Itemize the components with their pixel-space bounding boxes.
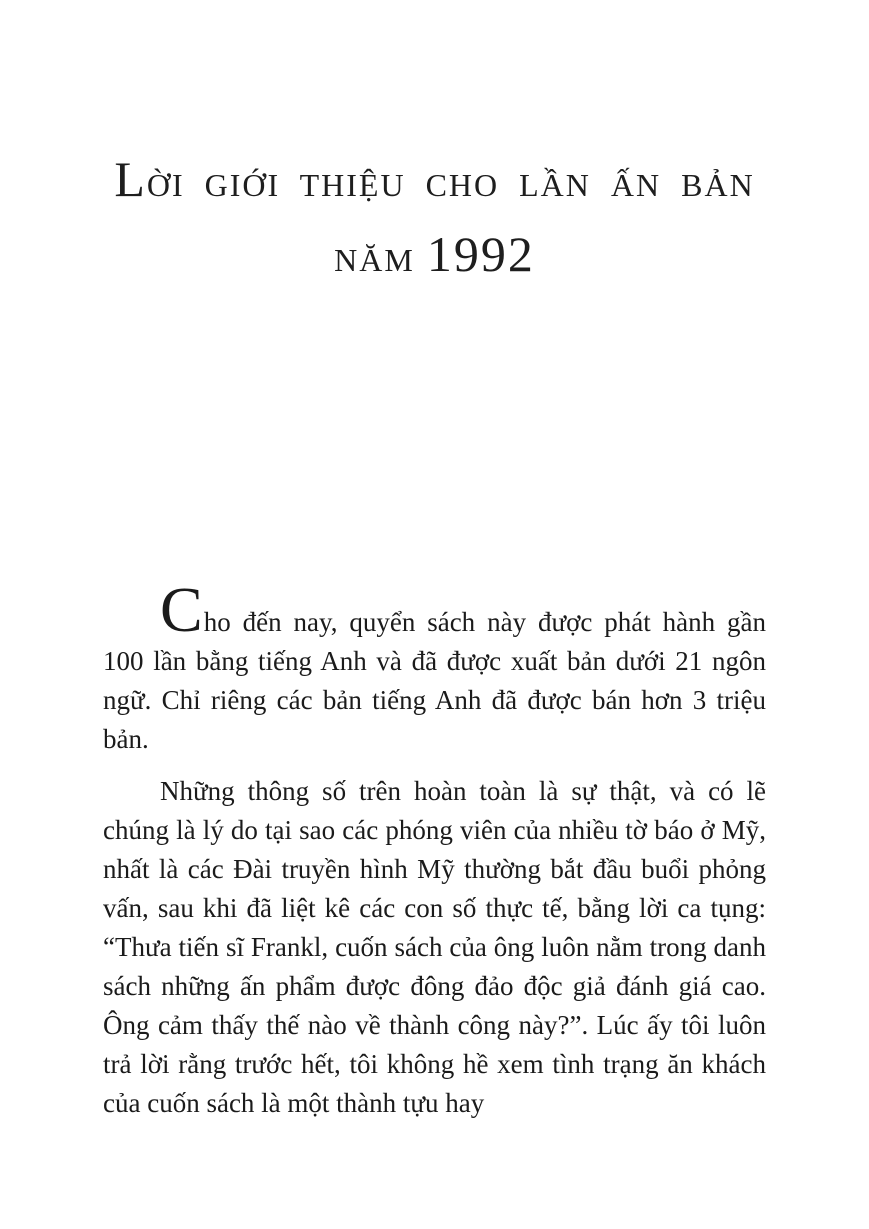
title-initial-letter: L <box>114 151 147 207</box>
title-year: 1992 <box>426 226 535 282</box>
title-line2-text: NĂM <box>334 242 415 278</box>
title-line1-text: ỜI GIỚI THIỆU CHO LẦN ẤN BẢN <box>146 167 755 203</box>
body-text <box>103 574 766 1136</box>
paragraph-text: Những thông số trên hoàn toàn là sự thật, và có lẽ chúng là lý do tại sao các phóng viên của nhiều tờ báo ở Mỹ, nhất là các Đài truyền hình Mỹ thường bắt đầu buổi phỏng vấn, sau khi đã liệt kê các con số thực tế, bằng lời ca tụng: “Thưa tiến sĩ Frankl, cuốn sách của ông luôn nằm trong danh sách những ấn phẩm được đông đảo độc giả đánh giá cao. Ông cảm thấy thế nào về thành công này?”. Lúc ấy tôi luôn trả lời rằng trước hết, tôi không hề xem tình trạng ăn khách của cuốn sách là một thành tựu hay <box>103 776 766 1118</box>
raised-cap-initial: C <box>160 574 204 645</box>
paragraph <box>103 574 766 759</box>
title-line-2 <box>0 223 869 298</box>
paragraph-text: ho đến nay, quyển sách này được phát hành gần 100 lần bằng tiếng Anh và đã được xuất bản dưới 21 ngôn ngữ. Chỉ riêng các bản tiếng Anh đã được bán hơn 3 triệu bản. <box>103 607 766 754</box>
paragraph <box>103 772 766 1123</box>
title-line-1 <box>0 148 869 223</box>
chapter-title <box>0 148 869 298</box>
